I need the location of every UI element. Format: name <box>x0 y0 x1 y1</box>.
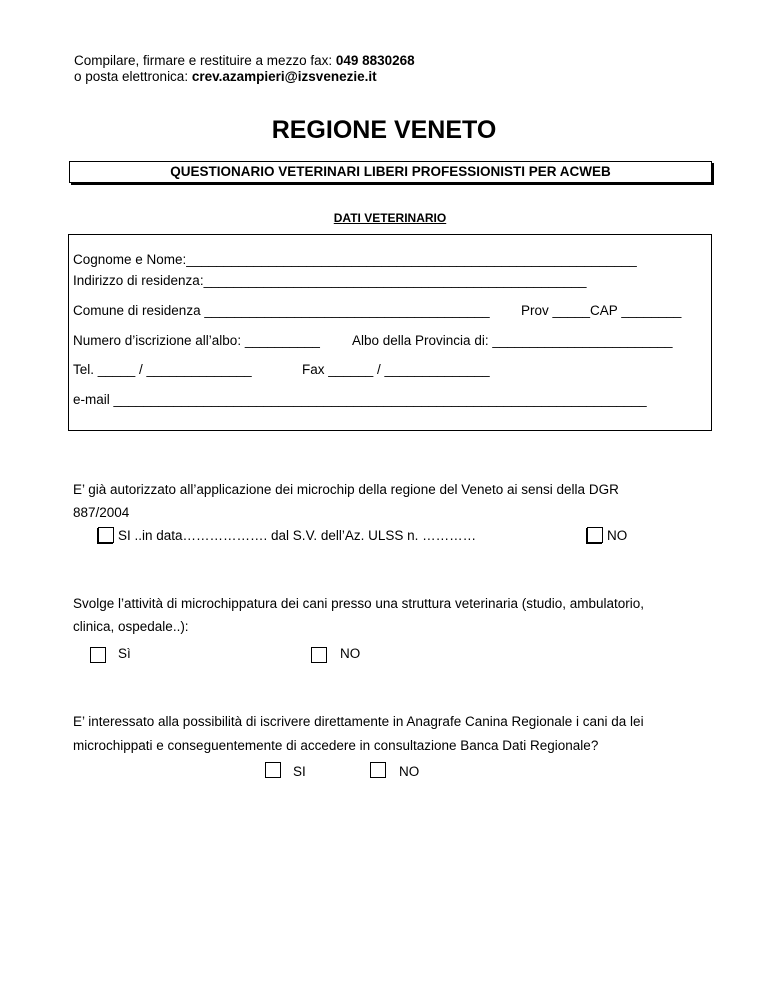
q2-no-label: NO <box>340 646 361 661</box>
q2-yes-checkbox[interactable] <box>90 647 106 663</box>
q3-yes-label: SI <box>293 764 306 779</box>
header-fax-label: Compilare, firmare e restituire a mezzo fax: <box>74 53 336 68</box>
q2-yes-label: Sì <box>118 646 131 661</box>
q3-no-label: NO <box>399 764 420 779</box>
q1-text-line2: 887/2004 <box>73 505 130 520</box>
header-line-fax <box>74 53 415 68</box>
q3-text-line2: microchippati e conseguentemente di accedere in consultazione Banca Dati Regionale? <box>73 738 599 753</box>
field-albo-provincia[interactable]: Albo della Provincia di: ________________________ <box>352 333 673 348</box>
q1-no-label: NO <box>607 528 628 543</box>
field-iscrizione[interactable]: Numero d’iscrizione all’albo: __________ <box>73 333 320 348</box>
header-line-email <box>74 69 377 84</box>
field-prov-cap[interactable]: Prov _____CAP ________ <box>521 303 682 318</box>
field-email[interactable]: e-mail _______________________________________________________________________ <box>73 392 647 407</box>
subtitle-box <box>69 161 712 183</box>
q3-text-line1: E’ interessato alla possibilità di iscrivere direttamente in Anagrafe Canina Regionale i cani da lei <box>73 714 644 729</box>
section-label: DATI VETERINARIO <box>333 211 447 225</box>
q2-text-line2: clinica, ospedale..): <box>73 619 189 634</box>
field-fax[interactable]: Fax ______ / ______________ <box>302 362 490 377</box>
q1-no-checkbox[interactable] <box>587 527 603 543</box>
q1-text-line1: E’ già autorizzato all’applicazione dei microchip della regione del Veneto ai sensi della DGR <box>73 482 619 497</box>
page-title: REGIONE VENETO <box>271 116 497 144</box>
subtitle: QUESTIONARIO VETERINARI LIBERI PROFESSIONISTI PER ACWEB <box>170 164 611 179</box>
q1-yes-label: SI ..in data………………. dal S.V. dell’Az. ULSS n. ………… <box>118 528 477 543</box>
field-comune[interactable]: Comune di residenza ______________________________________ <box>73 303 490 318</box>
field-tel[interactable]: Tel. _____ / ______________ <box>73 362 252 377</box>
q1-yes-checkbox[interactable] <box>98 527 114 543</box>
contact-email: crev.azampieri@izsvenezie.it <box>191 69 377 84</box>
q2-no-checkbox[interactable] <box>311 647 327 663</box>
field-indirizzo[interactable]: Indirizzo di residenza:___________________________________________________ <box>73 273 587 288</box>
q3-yes-checkbox[interactable] <box>265 762 281 778</box>
q3-no-checkbox[interactable] <box>370 762 386 778</box>
q2-text-line1: Svolge l’attività di microchippatura dei cani presso una struttura veterinaria (studio, ambulatorio, <box>73 596 645 611</box>
fax-number: 049 8830268 <box>335 53 415 68</box>
field-cognome-nome[interactable]: Cognome e Nome:____________________________________________________________ <box>73 252 637 267</box>
header-email-label: o posta elettronica: <box>74 69 192 84</box>
